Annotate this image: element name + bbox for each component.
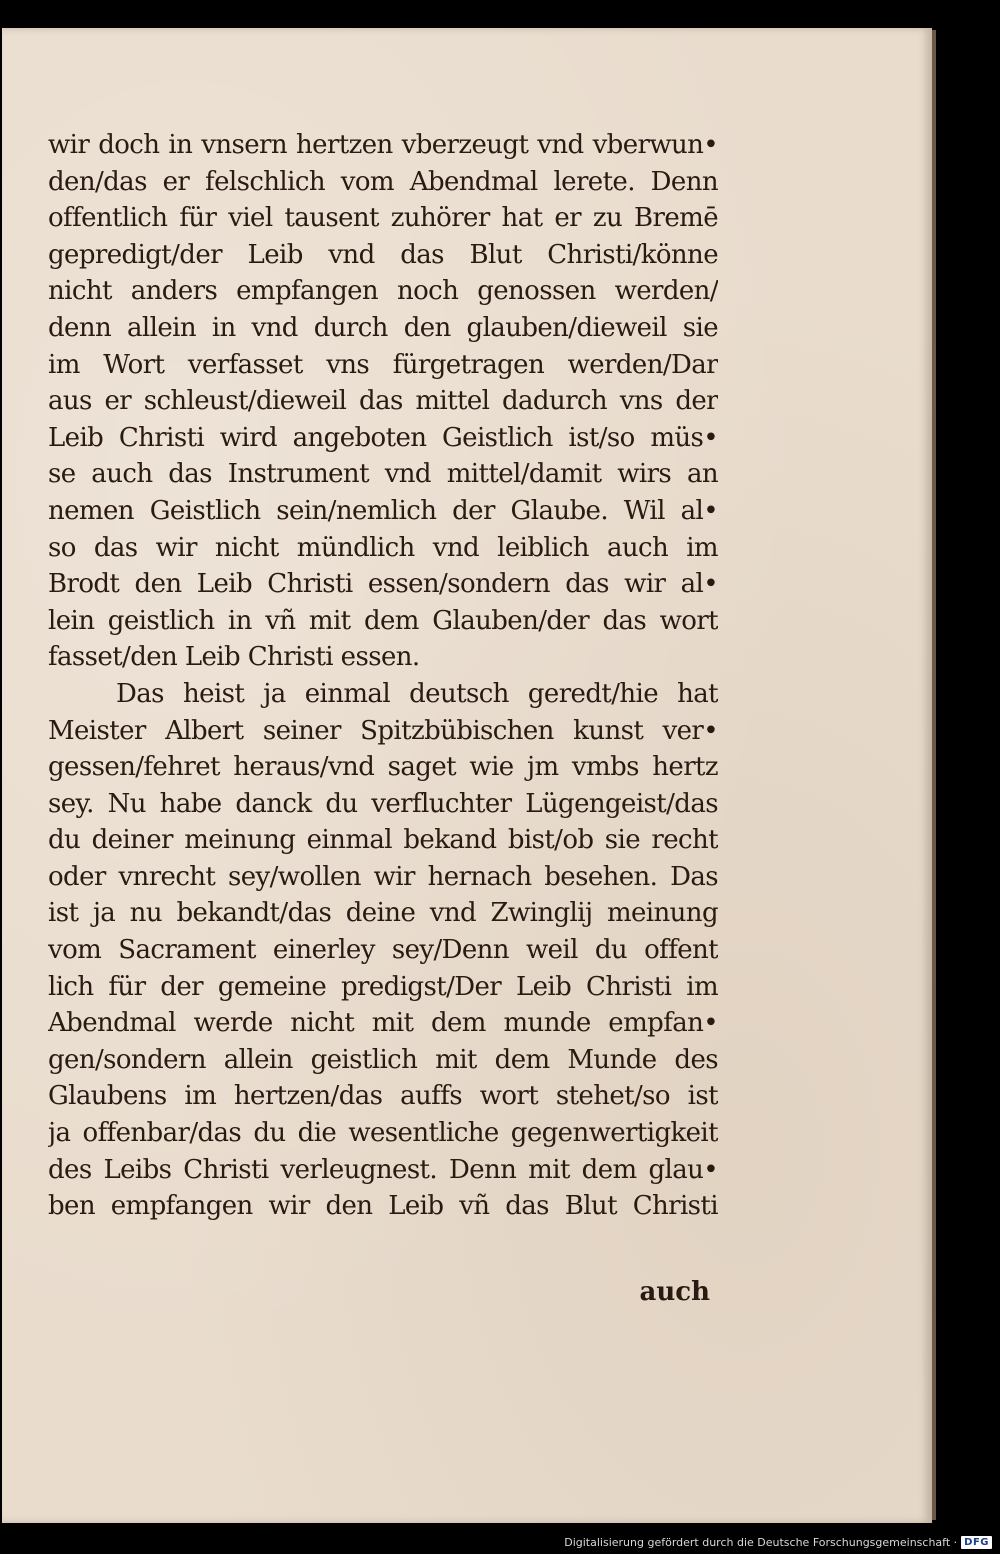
credit-text: Digitalisierung gefördert durch die Deutsche Forschungsgemeinschaft ·	[564, 1536, 958, 1549]
text-line: ist ja nu bekandt/das deine vnd Zwinglij meinung	[48, 898, 718, 929]
text-line: Meister Albert seiner Spitzbübischen kunst ver•	[48, 715, 718, 746]
text-line: den/das er felschlich vom Abendmal lerete. Denn	[48, 166, 718, 197]
digitization-credit	[564, 1536, 992, 1549]
text-line: oder vnrecht sey/wollen wir hernach besehen. Das	[48, 861, 718, 892]
text-line: wir doch in vnsern hertzen vberzeugt vnd vberwun•	[48, 130, 718, 160]
text-line: du deiner meinung einmal bekand bist/ob sie recht	[48, 825, 718, 856]
text-line: ja offenbar/das du die wesentliche gegenwertigkeit	[48, 1118, 718, 1149]
text-line-paragraph-start: Das heist ja einmal deutsch geredt/hie hat	[116, 678, 718, 709]
text-line: nicht anders empfangen noch genossen werden/	[48, 276, 718, 307]
text-line: des Leibs Christi verleugnest. Denn mit dem glau•	[48, 1154, 718, 1185]
text-line: lich für der gemeine predigst/Der Leib Christi im	[48, 971, 718, 1002]
text-line: Abendmal werde nicht mit dem munde empfan•	[48, 1008, 718, 1039]
text-line: Leib Christi wird angeboten Geistlich ist/so müs•	[48, 422, 718, 453]
text-line: Glaubens im hertzen/das auffs wort stehet/so ist	[48, 1081, 718, 1112]
text-line: se auch das Instrument vnd mittel/damit wirs an	[48, 459, 718, 490]
text-line: im Wort verfasset vns fürgetragen werden/Dar	[48, 349, 718, 380]
text-line: sey. Nu habe danck du verfluchter Lügengeist/das	[48, 788, 718, 819]
text-line: aus er schleust/dieweil das mittel dadurch vns der	[48, 386, 718, 417]
catchword: auch	[639, 1277, 710, 1307]
dfg-logo[interactable]: DFG	[961, 1536, 992, 1549]
text-line: offentlich für viel tausent zuhörer hat er zu Bremē	[48, 203, 718, 234]
text-line: gepredigt/der Leib vnd das Blut Christi/könne	[48, 239, 718, 270]
text-line: nemen Geistlich sein/nemlich der Glaube. Wil al•	[48, 495, 718, 526]
text-line: gen/sondern allein geistlich mit dem Munde des	[48, 1044, 718, 1075]
page-text-block	[48, 127, 718, 1225]
text-line: Brodt den Leib Christi essen/sondern das wir al•	[48, 569, 718, 600]
text-line: gessen/fehret heraus/vnd saget wie jm vmbs hertz	[48, 752, 718, 783]
text-line: denn allein in vnd durch den glauben/dieweil sie	[48, 312, 718, 343]
text-line-paragraph-end: fasset/den Leib Christi essen.	[48, 642, 420, 673]
text-line: so das wir nicht mündlich vnd leiblich auch im	[48, 532, 718, 563]
text-line: lein geistlich in vñ mit dem Glauben/der das wort	[48, 605, 718, 636]
page-edge-shadow	[932, 30, 936, 1520]
text-line: vom Sacrament einerley sey/Denn weil du offent	[48, 935, 718, 966]
text-line: ben empfangen wir den Leib vñ das Blut Christi	[48, 1191, 718, 1222]
